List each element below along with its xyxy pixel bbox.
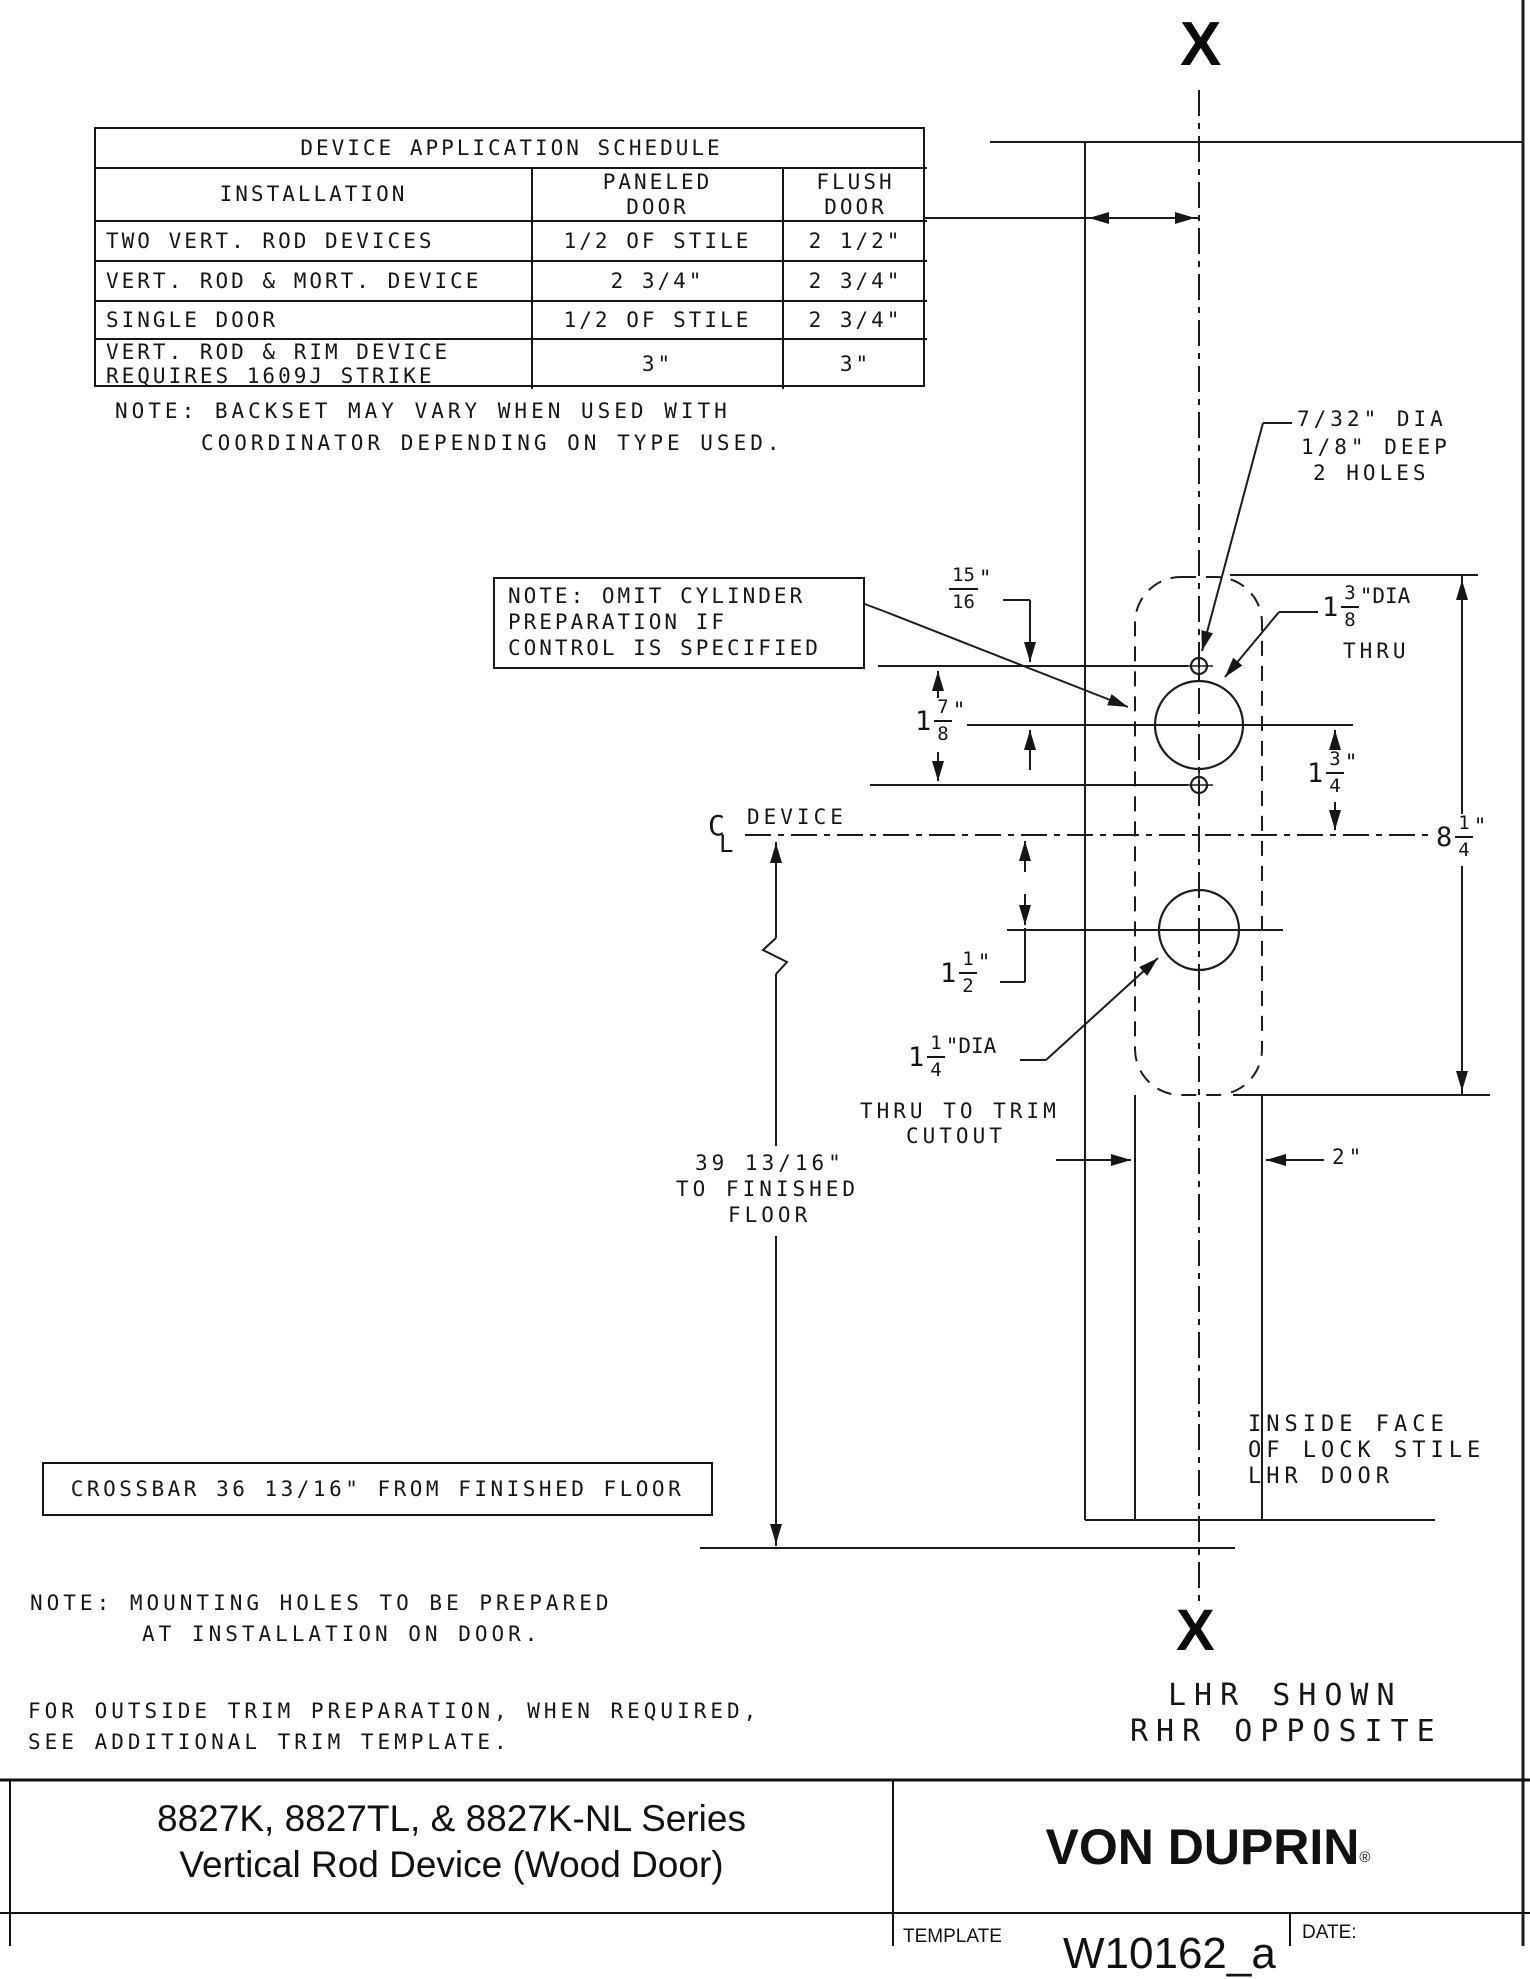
thru-trim-line1: THRU TO TRIM [860, 1099, 1060, 1123]
template-number: W10162_a [1063, 1929, 1276, 1978]
dim-fraction [927, 1034, 944, 1080]
holes-note-line1: 7/32" DIA [1297, 407, 1447, 431]
table-row-cell: SINGLE DOOR [96, 300, 531, 338]
fraction-numerator: 3 [1341, 584, 1358, 608]
von-duprin-logo [893, 1818, 1523, 1876]
col-header-installation: INSTALLATION [96, 167, 531, 220]
holes-note-line3: 2 HOLES [1313, 461, 1430, 485]
omit-cylinder-note-box [493, 577, 865, 669]
dim-fraction [1455, 814, 1472, 860]
dim-whole: 1 [1307, 757, 1324, 789]
col-header-flush-door [782, 167, 927, 220]
fraction-numerator: 7 [934, 698, 951, 722]
centerline-symbol-l: L [719, 830, 734, 858]
dim-1-3-8-dia [1320, 584, 1412, 630]
header-line: PANELED [602, 170, 713, 195]
crossbar-note-box [42, 1462, 713, 1516]
handing-line1: LHR SHOWN [1168, 1678, 1403, 1713]
note-line: CONTROL IS SPECIFIED [508, 636, 821, 660]
fraction-denominator: 8 [1344, 609, 1356, 631]
table-row-cell: 1/2 OF STILE [531, 220, 782, 260]
fraction-denominator: 4 [1329, 775, 1341, 797]
fraction-numerator: 3 [1326, 750, 1343, 774]
dim-2-inch: 2" [1332, 1145, 1366, 1169]
thru-trim-line2: CUTOUT [906, 1124, 1006, 1148]
table-row-cell: 3" [531, 338, 782, 389]
inside-face-line3: LHR DOOR [1248, 1464, 1394, 1489]
series-title-line2: Vertical Rod Device (Wood Door) [179, 1844, 724, 1885]
table-row-cell: 1/2 OF STILE [531, 300, 782, 338]
dim-1-3-4 [1305, 750, 1359, 796]
thru-label: THRU [1343, 639, 1410, 663]
crossbar-note-text: CROSSBAR 36 13/16" FROM FINISHED FLOOR [70, 1477, 685, 1501]
header-line: DOOR [824, 194, 887, 219]
dim-suffix: "DIA [945, 1034, 997, 1058]
fraction-numerator: 1 [1455, 814, 1472, 838]
inside-face-line1: INSIDE FACE [1248, 1412, 1449, 1437]
brand-text: VON DUPRIN [1045, 1819, 1360, 1875]
dim-1-7-8 [913, 698, 967, 744]
section-mark-x-bottom: X [1176, 1598, 1215, 1663]
fraction-numerator: 15 [949, 566, 978, 590]
fraction-denominator: 4 [1458, 839, 1470, 861]
cell-line: VERT. ROD & RIM DEVICE [106, 340, 451, 364]
table-row-cell: 2 3/4" [531, 260, 782, 300]
device-application-schedule-table [94, 127, 925, 387]
fraction-denominator: 8 [937, 723, 949, 745]
dim-whole: 8 [1436, 821, 1453, 853]
dim-8-1-4 [1434, 814, 1488, 860]
cell-line: REQUIRES 1609J STRIKE [106, 364, 435, 389]
dim-whole: 1 [915, 705, 932, 737]
dim-1-1-4-dia [906, 1034, 998, 1080]
centerline-symbol [708, 809, 738, 860]
trim-note-line1: FOR OUTSIDE TRIM PREPARATION, WHEN REQUIRED, [28, 1699, 761, 1723]
mounting-note-line1: NOTE: MOUNTING HOLES TO BE PREPARED [30, 1591, 613, 1615]
floor-dim-line3: FLOOR [728, 1203, 812, 1227]
table-row-cell: VERT. ROD & MORT. DEVICE [96, 260, 531, 300]
dim-suffix: " [1473, 814, 1487, 838]
floor-dim-line1: 39 13/16" [695, 1151, 845, 1175]
holes-note-line2: 1/8" DEEP [1301, 435, 1451, 459]
dim-15-16 [946, 566, 994, 612]
col-header-paneled-door [531, 167, 782, 220]
note-line: PREPARATION IF [508, 610, 728, 634]
dim-suffix: " [977, 950, 991, 974]
handing-line2: RHR OPPOSITE [1130, 1714, 1443, 1749]
dim-fraction [1326, 750, 1343, 796]
dim-whole: 1 [940, 957, 957, 989]
template-label: TEMPLATE [903, 1926, 1002, 1947]
table-row-cell: 2 1/2" [782, 220, 927, 260]
fraction-denominator: 16 [952, 591, 975, 613]
dim-1-1-2 [938, 950, 992, 996]
table-row-cell: TWO VERT. ROD DEVICES [96, 220, 531, 260]
fraction-numerator: 1 [927, 1034, 944, 1058]
dim-suffix: " [952, 698, 966, 722]
fraction-numerator: 1 [959, 950, 976, 974]
inside-face-line2: OF LOCK STILE [1248, 1438, 1486, 1463]
device-centerline-label: DEVICE [747, 805, 847, 829]
mounting-note-line2: AT INSTALLATION ON DOOR. [142, 1622, 542, 1646]
dim-fraction [959, 950, 976, 996]
backset-note-line2: COORDINATOR DEPENDING ON TYPE USED. [201, 431, 784, 455]
dim-fraction [949, 566, 978, 612]
dim-suffix: "DIA [1359, 584, 1411, 608]
table-row-cell: 2 3/4" [782, 300, 927, 338]
table-row-cell: 2 3/4" [782, 260, 927, 300]
table-title: DEVICE APPLICATION SCHEDULE [300, 135, 723, 160]
floor-dim-line2: TO FINISHED [676, 1177, 860, 1201]
note-line: NOTE: OMIT CYLINDER [508, 584, 806, 608]
dim-whole: 1 [908, 1041, 925, 1073]
backset-note-line1: NOTE: BACKSET MAY VARY WHEN USED WITH [115, 399, 731, 423]
trim-note-line2: SEE ADDITIONAL TRIM TEMPLATE. [28, 1730, 511, 1754]
series-title-line1: 8827K, 8827TL, & 8827K-NL Series [157, 1798, 746, 1839]
registered-mark: ® [1359, 1849, 1371, 1866]
dim-fraction [934, 698, 951, 744]
dim-suffix: " [1344, 750, 1358, 774]
dim-whole: 1 [1322, 591, 1339, 623]
date-label: DATE: [1302, 1922, 1357, 1943]
dim-suffix: " [978, 566, 992, 590]
header-line: DOOR [626, 194, 689, 219]
centerline-symbol-c: C [708, 809, 725, 842]
table-row-cell [96, 338, 531, 389]
table-row-cell: 3" [782, 338, 927, 389]
section-mark-x-top: X [1180, 10, 1222, 79]
fraction-denominator: 2 [962, 975, 974, 997]
fraction-denominator: 4 [930, 1059, 942, 1081]
header-line: FLUSH [816, 170, 895, 195]
dim-fraction [1341, 584, 1358, 630]
